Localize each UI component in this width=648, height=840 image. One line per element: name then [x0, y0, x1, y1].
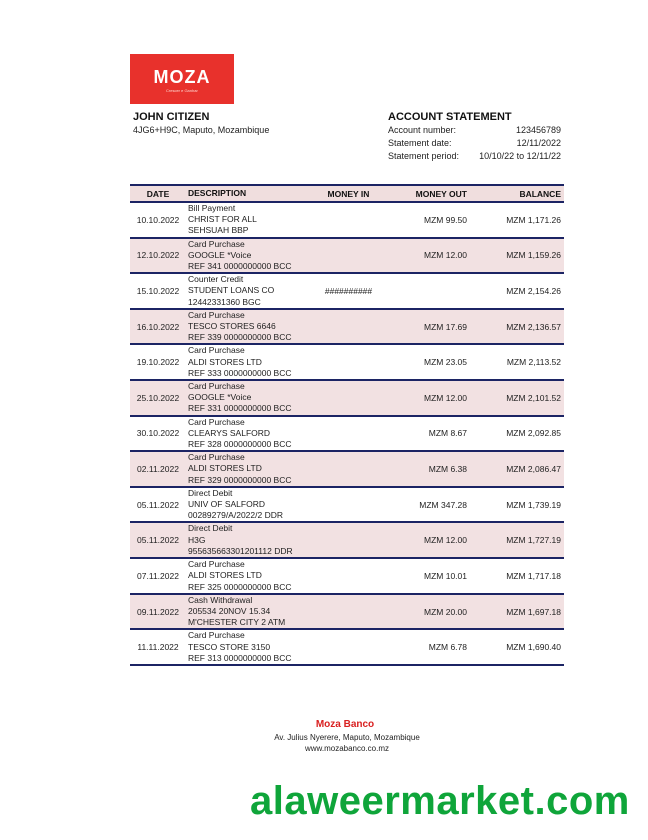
row-money-out: MZM 10.01 — [391, 558, 470, 594]
description-line: Card Purchase — [188, 381, 245, 392]
table-row — [130, 594, 564, 630]
header-money-in: MONEY IN — [306, 185, 391, 202]
description-line: Cash Withdrawal — [188, 594, 253, 605]
description-line: CHRIST FOR ALL — [188, 214, 257, 225]
statement-period-value: 10/10/22 to 12/11/22 — [479, 151, 561, 161]
description-line: SEHSUAH BBP — [188, 225, 249, 236]
table-row — [130, 451, 564, 487]
row-balance: MZM 1,159.26 — [470, 238, 564, 274]
row-money-in — [306, 416, 391, 452]
footer-website: www.mozabanco.co.mz — [304, 744, 390, 753]
row-description — [186, 594, 306, 630]
row-money-in — [306, 594, 391, 630]
description-line: Card Purchase — [188, 630, 245, 641]
description-line: STUDENT LOANS CO — [188, 285, 275, 296]
row-money-out: MZM 23.05 — [391, 344, 470, 380]
footer-address: Av. Julius Nyerere, Maputo, Mozambique — [274, 733, 420, 742]
description-line: M'CHESTER CITY 2 ATM — [188, 617, 286, 628]
row-description — [186, 558, 306, 594]
row-money-in — [306, 558, 391, 594]
table-row — [130, 487, 564, 523]
row-date: 25.10.2022 — [130, 380, 186, 416]
description-line: ALDI STORES LTD — [188, 356, 262, 367]
row-balance: MZM 2,136.57 — [470, 309, 564, 345]
row-date: 19.10.2022 — [130, 344, 186, 380]
row-money-in — [306, 522, 391, 558]
row-balance: MZM 2,101.52 — [470, 380, 564, 416]
row-description — [186, 522, 306, 558]
description-line: Card Purchase — [188, 452, 245, 463]
transactions-table — [130, 184, 564, 666]
description-line: Bill Payment — [188, 203, 236, 213]
account-number-value: 123456789 — [515, 125, 561, 135]
description-line: 955635663301201112 DDR — [188, 545, 293, 556]
description-line: Card Purchase — [188, 416, 245, 427]
description-line: GOOGLE *Voice — [188, 249, 252, 260]
description-line: REF 313 0000000000 BCC — [188, 652, 292, 663]
table-row — [130, 416, 564, 452]
row-date: 07.11.2022 — [130, 558, 186, 594]
row-money-out: MZM 20.00 — [391, 594, 470, 630]
description-line: Direct Debit — [188, 523, 233, 534]
description-line: GOOGLE *Voice — [188, 392, 252, 403]
table-row — [130, 202, 564, 238]
row-date: 10.10.2022 — [130, 202, 186, 238]
table-row — [130, 344, 564, 380]
statement-period-label: Statement period: — [388, 151, 460, 161]
row-money-out: MZM 8.67 — [391, 416, 470, 452]
row-description — [186, 309, 306, 345]
customer-name: JOHN CITIZEN — [133, 111, 210, 123]
header-balance: BALANCE — [470, 185, 564, 202]
row-money-in — [306, 202, 391, 238]
row-balance: MZM 2,086.47 — [470, 451, 564, 487]
row-money-in — [306, 629, 391, 665]
row-balance: MZM 1,690.40 — [470, 629, 564, 665]
table-row — [130, 522, 564, 558]
table-row — [130, 273, 564, 309]
row-date: 05.11.2022 — [130, 487, 186, 523]
row-date: 02.11.2022 — [130, 451, 186, 487]
row-balance: MZM 1,171.26 — [470, 202, 564, 238]
row-description — [186, 238, 306, 274]
header-date: DATE — [130, 185, 186, 202]
table-row — [130, 629, 564, 665]
description-line: H3G — [188, 534, 206, 545]
logo-tagline: Crescer e Ganhar — [166, 88, 198, 93]
customer-address: 4JG6+H9C, Maputo, Mozambique — [133, 125, 270, 135]
header-description: DESCRIPTION — [186, 185, 306, 202]
row-balance: MZM 2,154.26 — [470, 273, 564, 309]
row-description — [186, 416, 306, 452]
description-line: 12442331360 BGC — [188, 296, 261, 307]
row-money-in — [306, 380, 391, 416]
table-row — [130, 558, 564, 594]
description-line: Card Purchase — [188, 559, 245, 570]
row-money-out: MZM 347.28 — [391, 487, 470, 523]
description-line: REF 325 0000000000 BCC — [188, 581, 292, 592]
description-line: REF 328 0000000000 BCC — [188, 439, 292, 450]
row-date: 12.10.2022 — [130, 238, 186, 274]
row-money-out — [391, 273, 470, 309]
row-balance: MZM 2,092.85 — [470, 416, 564, 452]
description-line: ALDI STORES LTD — [188, 463, 262, 474]
row-date: 15.10.2022 — [130, 273, 186, 309]
description-line: REF 341 0000000000 BCC — [188, 261, 292, 272]
row-description — [186, 487, 306, 523]
description-line: Card Purchase — [188, 238, 245, 249]
footer-bank-name: Moza Banco — [315, 719, 375, 730]
description-line: REF 339 0000000000 BCC — [188, 332, 292, 343]
description-line: TESCO STORES 6646 — [188, 321, 276, 332]
row-description — [186, 451, 306, 487]
row-balance: MZM 2,113.52 — [470, 344, 564, 380]
row-money-in — [306, 238, 391, 274]
description-line: Direct Debit — [188, 487, 233, 498]
table-header-row — [130, 185, 564, 202]
description-line: Card Purchase — [188, 309, 245, 320]
row-money-in: ########## — [306, 273, 391, 309]
description-line: ALDI STORES LTD — [188, 570, 262, 581]
row-money-in — [306, 487, 391, 523]
row-date: 09.11.2022 — [130, 594, 186, 630]
transactions-body — [130, 202, 564, 665]
row-money-out: MZM 12.00 — [391, 380, 470, 416]
row-date: 30.10.2022 — [130, 416, 186, 452]
table-row — [130, 238, 564, 274]
row-description — [186, 344, 306, 380]
description-line: UNIV OF SALFORD — [188, 499, 265, 510]
account-number-label: Account number: — [388, 125, 457, 135]
header-money-out: MONEY OUT — [391, 185, 470, 202]
row-money-out: MZM 17.69 — [391, 309, 470, 345]
description-line: REF 333 0000000000 BCC — [188, 367, 292, 378]
bank-logo — [130, 54, 234, 104]
row-money-out: MZM 99.50 — [391, 202, 470, 238]
row-date: 05.11.2022 — [130, 522, 186, 558]
table-row — [130, 380, 564, 416]
row-money-in — [306, 309, 391, 345]
description-line: Card Purchase — [188, 345, 245, 356]
row-money-in — [306, 451, 391, 487]
row-money-out: MZM 12.00 — [391, 522, 470, 558]
row-date: 11.11.2022 — [130, 629, 186, 665]
logo-wordmark: MOZA — [153, 67, 211, 87]
row-description — [186, 629, 306, 665]
row-money-in — [306, 344, 391, 380]
row-money-out: MZM 6.38 — [391, 451, 470, 487]
row-balance: MZM 1,739.19 — [470, 487, 564, 523]
description-line: REF 331 0000000000 BCC — [188, 403, 292, 414]
row-money-out: MZM 12.00 — [391, 238, 470, 274]
row-description — [186, 273, 306, 309]
row-balance: MZM 1,727.19 — [470, 522, 564, 558]
description-line: CLEARYS SALFORD — [188, 427, 271, 438]
watermark-text: alaweermarket.com — [250, 779, 630, 823]
description-line: 00289279/A/2022/2 DDR — [188, 510, 283, 521]
row-date: 16.10.2022 — [130, 309, 186, 345]
statement-date-label: Statement date: — [388, 138, 452, 148]
description-line: TESCO STORE 3150 — [188, 641, 271, 652]
row-description — [186, 202, 306, 238]
row-balance: MZM 1,717.18 — [470, 558, 564, 594]
table-row — [130, 309, 564, 345]
row-money-out: MZM 6.78 — [391, 629, 470, 665]
description-line: 205534 20NOV 15.34 — [188, 605, 271, 616]
description-line: REF 329 0000000000 BCC — [188, 474, 292, 485]
row-balance: MZM 1,697.18 — [470, 594, 564, 630]
statement-title: ACCOUNT STATEMENT — [388, 111, 512, 123]
description-line: Counter Credit — [188, 274, 244, 285]
statement-date-value: 12/11/2022 — [516, 138, 561, 148]
row-description — [186, 380, 306, 416]
